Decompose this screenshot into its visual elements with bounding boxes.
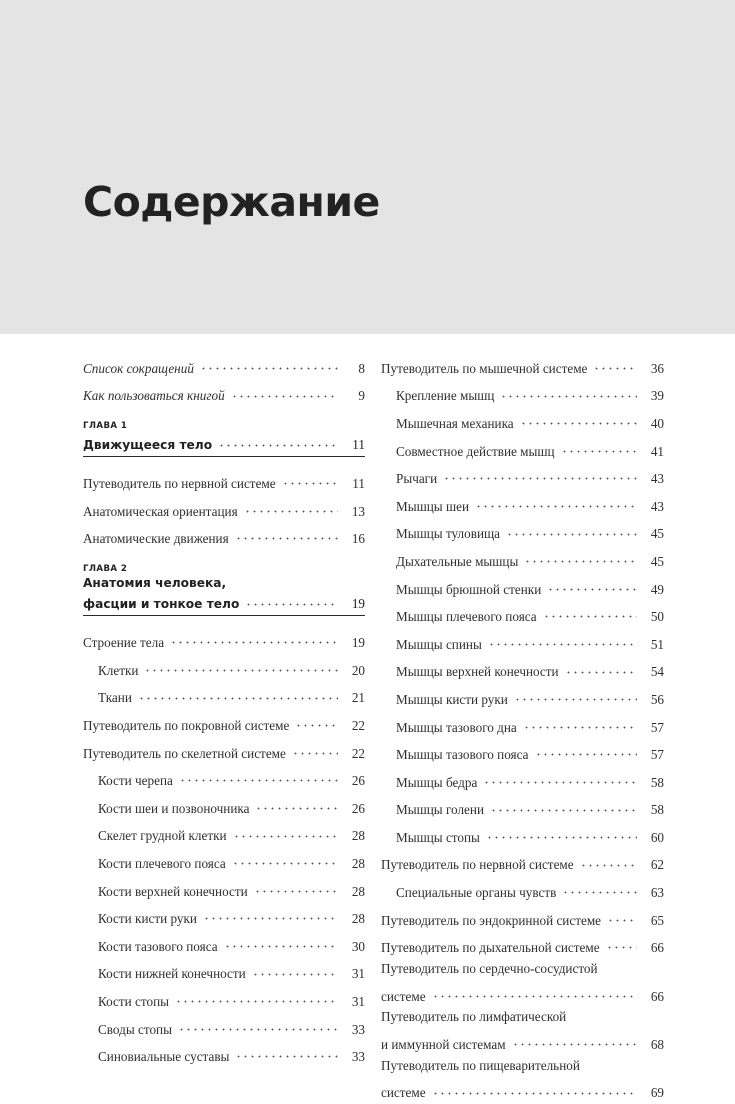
dot-leader xyxy=(475,490,637,511)
toc-entry-label: Путеводитель по дыхательной системе xyxy=(381,940,600,956)
toc-page-number: 30 xyxy=(351,938,365,954)
toc-page-number: 58 xyxy=(650,774,664,790)
toc-page-number: 57 xyxy=(650,719,664,735)
toc-subentry[interactable] xyxy=(83,1040,365,1068)
dot-leader xyxy=(547,573,637,594)
dot-leader xyxy=(235,1040,338,1061)
toc-subentry[interactable] xyxy=(83,654,365,682)
dot-leader xyxy=(224,930,338,951)
toc-page-number: 43 xyxy=(650,498,664,514)
dot-leader xyxy=(203,902,338,923)
toc-page-number: 41 xyxy=(650,443,664,459)
chapter-title-text: Анатомия человека, xyxy=(83,575,227,590)
toc-page-number: 45 xyxy=(650,553,664,569)
toc-subentry[interactable] xyxy=(381,380,664,408)
toc-entry[interactable] xyxy=(381,959,664,1007)
toc-page-number: 40 xyxy=(650,415,664,431)
toc-subentry[interactable] xyxy=(83,958,365,986)
toc-entry-label: Клетки xyxy=(98,662,139,678)
toc-page-number: 60 xyxy=(650,829,664,845)
toc-page-number: 33 xyxy=(351,1049,365,1065)
toc-subentry[interactable] xyxy=(381,462,664,490)
toc-entry-label: Кости черепа xyxy=(98,773,173,789)
dot-leader xyxy=(506,518,637,539)
toc-entry[interactable] xyxy=(83,495,365,523)
toc-page-number: 21 xyxy=(351,690,365,706)
dot-leader xyxy=(292,737,338,758)
toc-page-number: 16 xyxy=(351,531,365,547)
dot-leader xyxy=(486,821,637,842)
toc-subentry[interactable] xyxy=(381,766,664,794)
dot-leader xyxy=(254,875,338,896)
toc-entry-label: Как пользоваться книгой xyxy=(83,388,225,404)
page-title: Содержание xyxy=(83,178,380,226)
chapter-1-label: ГЛАВА 1 xyxy=(83,421,128,432)
toc-entry-label: Путеводитель по скелетной системе xyxy=(83,745,286,761)
toc-entry-label: Кости кисти руки xyxy=(98,911,197,927)
toc-entry-label: Совместное действие мышц xyxy=(396,443,555,459)
dot-leader xyxy=(593,352,637,373)
chapter-title-text: Движущееся тело xyxy=(83,437,213,452)
toc-entry-label: Путеводитель по эндокринной системе xyxy=(381,912,602,928)
dot-leader xyxy=(432,980,637,1001)
toc-entry-label: Путеводитель по нервной системе xyxy=(83,475,276,491)
toc-subentry[interactable] xyxy=(381,628,664,656)
dot-leader xyxy=(255,792,338,813)
dot-leader xyxy=(252,958,338,979)
dot-leader xyxy=(512,1028,637,1049)
dot-leader xyxy=(231,380,338,401)
toc-page-number: 56 xyxy=(650,691,664,707)
toc-page-number: 66 xyxy=(650,988,664,1004)
toc-entry-label: Мышцы шеи xyxy=(396,498,470,514)
toc-entry-label: Кости шеи и позвоночника xyxy=(98,800,250,816)
dot-leader xyxy=(514,683,637,704)
dot-leader xyxy=(490,794,637,815)
toc-entry-label: и иммунной системам xyxy=(381,1037,506,1053)
toc-page-number: 31 xyxy=(351,966,365,982)
toc-page-number: 51 xyxy=(650,636,664,652)
toc-page-number: 39 xyxy=(650,388,664,404)
dot-leader xyxy=(483,766,637,787)
dot-leader xyxy=(144,654,338,675)
dot-leader xyxy=(607,904,637,925)
toc-subentry[interactable] xyxy=(83,875,365,903)
toc-entry-label: Кости верхней конечности xyxy=(98,883,248,899)
toc-entry[interactable] xyxy=(83,709,365,737)
dot-leader xyxy=(179,764,338,785)
dot-leader xyxy=(520,407,637,428)
toc-entry-label: Путеводитель по лимфатической xyxy=(381,1009,567,1025)
toc-entry-abbreviations[interactable] xyxy=(83,352,365,380)
toc-page-number: 31 xyxy=(351,993,365,1009)
dot-leader xyxy=(235,522,338,543)
toc-subentry[interactable] xyxy=(381,794,664,822)
toc-page-number: 50 xyxy=(650,609,664,625)
toc-entry[interactable] xyxy=(83,626,365,654)
dot-leader xyxy=(535,738,638,759)
toc-entry-label: Путеводитель по пищеварительной xyxy=(381,1057,580,1073)
toc-subentry[interactable] xyxy=(381,435,664,463)
toc-entry[interactable] xyxy=(381,849,664,877)
dot-leader xyxy=(524,545,637,566)
toc-page-number: 28 xyxy=(351,856,365,872)
title-band xyxy=(0,0,735,334)
toc-page-number: 26 xyxy=(351,800,365,816)
toc-entry-label: Рычаги xyxy=(396,471,438,487)
toc-page-number: 22 xyxy=(351,718,365,734)
dot-leader xyxy=(500,380,637,401)
toc-entry-label: Своды стопы xyxy=(98,1021,172,1037)
dot-leader xyxy=(138,682,338,703)
toc-page-number: 43 xyxy=(650,471,664,487)
toc-entry[interactable] xyxy=(381,931,664,959)
toc-subentry[interactable] xyxy=(83,792,365,820)
toc-entry-label: Анатомические движения xyxy=(83,531,229,547)
toc-entry-label: Путеводитель по покровной системе xyxy=(83,718,290,734)
toc-entry-label: Мышцы голени xyxy=(396,802,485,818)
toc-entry-label: системе xyxy=(381,988,426,1004)
toc-entry-label: Крепление мышц xyxy=(396,388,495,404)
toc-page-number: 68 xyxy=(650,1037,664,1053)
toc-entry-label: системе xyxy=(381,1085,426,1101)
dot-leader xyxy=(443,462,637,483)
toc-page-number: 57 xyxy=(650,747,664,763)
dot-leader xyxy=(282,467,338,488)
chapter-2-label: ГЛАВА 2 xyxy=(83,563,128,574)
toc-subentry[interactable] xyxy=(83,764,365,792)
toc-page-number: 69 xyxy=(650,1085,664,1101)
toc-entry-label: Путеводитель по нервной системе xyxy=(381,857,574,873)
toc-entry-label: Мышцы тазового дна xyxy=(396,719,517,735)
toc-entry-label: Синовиальные суставы xyxy=(98,1049,230,1065)
toc-page-number: 33 xyxy=(351,1021,365,1037)
toc-page-number: 28 xyxy=(351,883,365,899)
toc-entry-label: Скелет грудной клетки xyxy=(98,828,227,844)
toc-page-number: 54 xyxy=(650,664,664,680)
toc-entry-label: Мышцы верхней конечности xyxy=(396,664,559,680)
toc-page-number: 9 xyxy=(358,388,365,404)
dot-leader xyxy=(561,435,637,456)
dot-leader xyxy=(543,600,637,621)
toc-page-number: 62 xyxy=(650,857,664,873)
toc-entry-label: Мышцы плечевого пояса xyxy=(396,609,537,625)
chapter-2-title[interactable] xyxy=(83,575,365,613)
toc-subentry[interactable] xyxy=(381,738,664,766)
toc-entry-label: Ткани xyxy=(98,690,132,706)
dot-leader xyxy=(565,656,637,677)
toc-page-number: 19 xyxy=(351,595,365,611)
toc-subentry[interactable] xyxy=(83,1013,365,1041)
toc-page-number: 63 xyxy=(650,885,664,901)
toc-entry-label: Путеводитель по мышечной системе xyxy=(381,360,588,376)
toc-subentry[interactable] xyxy=(83,902,365,930)
dot-leader xyxy=(178,1013,338,1034)
toc-entry-label: Специальные органы чувств xyxy=(396,885,557,901)
toc-entry-label: Мышечная механика xyxy=(396,415,514,431)
dot-leader xyxy=(200,352,338,373)
toc-subentry[interactable] xyxy=(83,682,365,710)
toc-subentry[interactable] xyxy=(83,820,365,848)
toc-subentry[interactable] xyxy=(381,821,664,849)
toc-page-number: 20 xyxy=(351,662,365,678)
toc-entry-label: Кости плечевого пояса xyxy=(98,856,226,872)
toc-right-column xyxy=(381,352,664,1104)
toc-subentry[interactable] xyxy=(83,847,365,875)
toc-subentry[interactable] xyxy=(381,490,664,518)
toc-subentry[interactable] xyxy=(381,683,664,711)
dot-leader xyxy=(523,711,637,732)
dot-leader xyxy=(175,985,338,1006)
toc-subentry[interactable] xyxy=(381,600,664,628)
toc-subentry[interactable] xyxy=(381,518,664,546)
toc-entry-label: Кости стопы xyxy=(98,993,169,1009)
toc-page-number: 58 xyxy=(650,802,664,818)
toc-entry-label: Список сокращений xyxy=(83,360,194,376)
toc-page-number: 11 xyxy=(352,475,365,491)
dot-leader xyxy=(580,849,637,870)
chapter-divider xyxy=(83,456,365,457)
toc-page-number: 19 xyxy=(351,635,365,651)
toc-page-number: 49 xyxy=(650,581,664,597)
toc-entry[interactable] xyxy=(381,1007,664,1055)
toc-subentry[interactable] xyxy=(381,711,664,739)
toc-entry[interactable] xyxy=(83,522,365,550)
toc-page-number: 11 xyxy=(352,436,365,452)
toc-entry-label: Мышцы брюшной стенки xyxy=(396,581,542,597)
toc-entry-how-to-use[interactable] xyxy=(83,380,365,408)
dot-leader xyxy=(245,591,338,608)
dot-leader xyxy=(295,709,338,730)
toc-subentry[interactable] xyxy=(381,545,664,573)
toc-page-number: 65 xyxy=(650,912,664,928)
toc-page-number: 8 xyxy=(358,360,365,376)
toc-entry-label: Кости нижней конечности xyxy=(98,966,246,982)
toc-entry-label: Мышцы стопы xyxy=(396,829,480,845)
toc-page-number: 13 xyxy=(351,503,365,519)
toc-subentry[interactable] xyxy=(381,407,664,435)
toc-entry-label: Мышцы бедра xyxy=(396,774,478,790)
toc-entry[interactable] xyxy=(381,352,664,380)
toc-entry[interactable] xyxy=(83,737,365,765)
toc-entry-label: Мышцы спины xyxy=(396,636,482,652)
toc-entry[interactable] xyxy=(83,467,365,495)
toc-page-number: 22 xyxy=(351,745,365,761)
dot-leader xyxy=(562,876,637,897)
toc-subentry[interactable] xyxy=(381,876,664,904)
dot-leader xyxy=(432,1077,637,1098)
toc-entry-label: Путеводитель по сердечно-сосудистой xyxy=(381,961,598,977)
toc-page-number: 45 xyxy=(650,526,664,542)
toc-entry-label: Мышцы туловища xyxy=(396,526,501,542)
chapter-1-title[interactable] xyxy=(83,432,365,453)
toc-page-number: 36 xyxy=(650,360,664,376)
chapter-title-text: фасции и тонкое тело xyxy=(83,596,240,611)
dot-leader xyxy=(218,432,338,449)
toc-page-number: 26 xyxy=(351,773,365,789)
toc-subentry[interactable] xyxy=(83,985,365,1013)
toc-entry-label: Мышцы тазового пояса xyxy=(396,747,529,763)
toc-entry[interactable] xyxy=(381,1056,664,1104)
dot-leader xyxy=(488,628,637,649)
chapter-divider xyxy=(83,615,365,616)
toc-entry-label: Строение тела xyxy=(83,635,165,651)
toc-left-column xyxy=(83,352,365,1068)
toc-entry-label: Мышцы кисти руки xyxy=(396,691,508,707)
dot-leader xyxy=(244,495,338,516)
dot-leader xyxy=(232,847,338,868)
toc-page-number: 66 xyxy=(650,940,664,956)
toc-entry-label: Анатомическая ориентация xyxy=(83,503,238,519)
toc-entry-label: Кости тазового пояса xyxy=(98,938,218,954)
toc-entry-label: Дыхательные мышцы xyxy=(396,553,519,569)
toc-subentry[interactable] xyxy=(381,573,664,601)
toc-page-number: 28 xyxy=(351,828,365,844)
toc-page-number: 28 xyxy=(351,911,365,927)
toc-entry[interactable] xyxy=(381,904,664,932)
dot-leader xyxy=(606,931,637,952)
toc-subentry[interactable] xyxy=(83,930,365,958)
toc-subentry[interactable] xyxy=(381,656,664,684)
dot-leader xyxy=(233,820,338,841)
dot-leader xyxy=(170,626,338,647)
